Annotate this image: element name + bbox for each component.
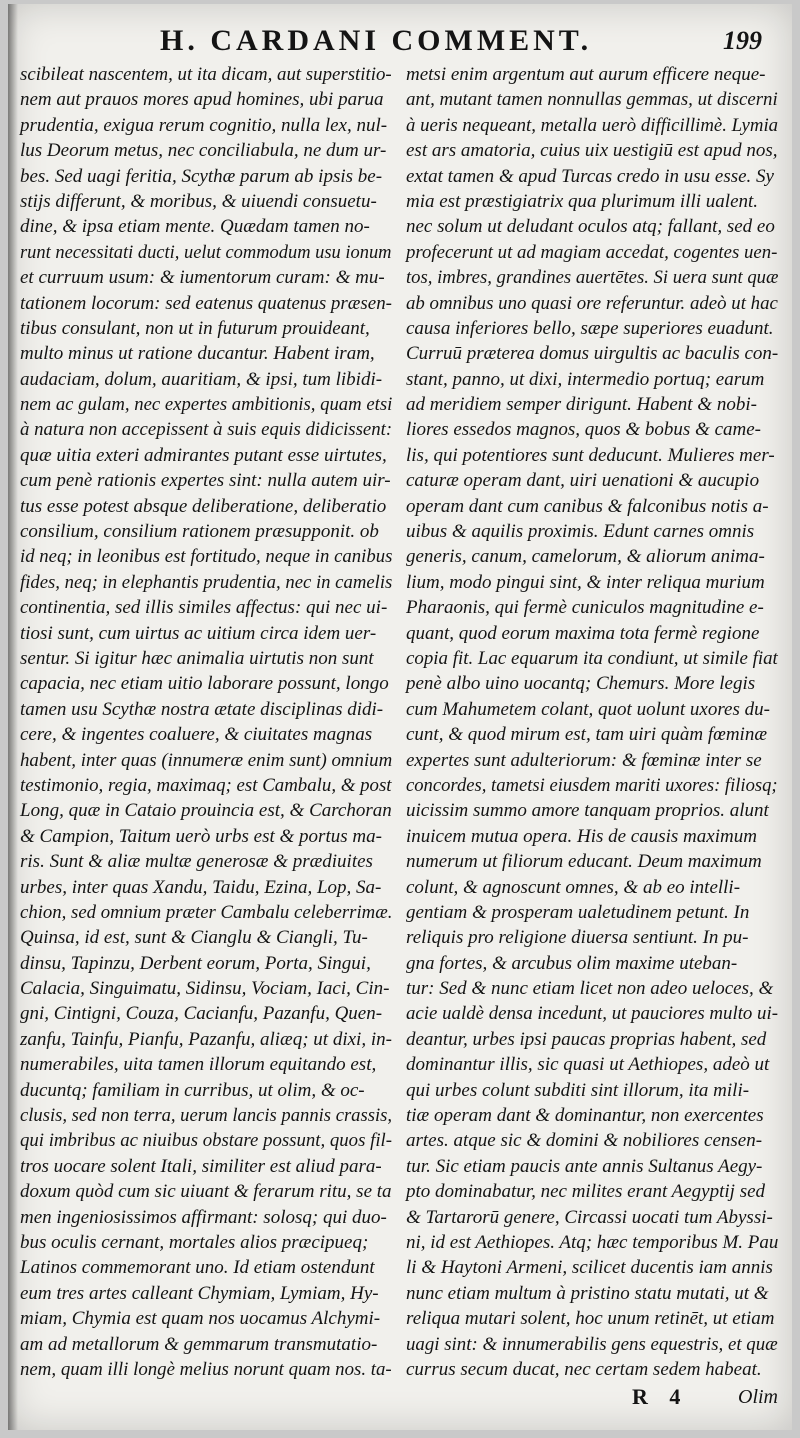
- text-line: et curruum usum: & iumentorum curam: & mu-: [20, 267, 385, 289]
- text-line: capacia, nec etiam uitio laborare possunt, longo: [20, 673, 389, 695]
- text-line: Long, quæ in Cataio prouincia est, & Carchoran: [20, 800, 392, 822]
- text-line: multo minus ut ratione ducantur. Habent iram,: [20, 343, 375, 365]
- text-line: cum penè rationis expertes sint: nulla autem uir-: [20, 470, 391, 492]
- text-line: tur. Sic etiam paucis ante annis Sultanus Aegy-: [406, 1155, 763, 1177]
- text-line: qui imbribus ac niuibus obstare possunt, quos fil-: [20, 1130, 393, 1152]
- text-line: men ingeniosissimos affirmant: solosq; qui duo-: [20, 1206, 387, 1228]
- text-line: metsi enim argentum aut aurum efficere neque-: [406, 64, 766, 85]
- text-line: tiæ operam dant & dominantur, non exercentes: [406, 1105, 764, 1127]
- text-line: sentur. Si igitur hæc animalia uirtutis non sunt: [20, 647, 374, 669]
- text-line: dinsu, Tapinzu, Derbent eorum, Porta, Singui,: [20, 952, 371, 974]
- text-line: extat tamen & apud Turcas credo in usu esse. Sy: [406, 165, 774, 187]
- text-line: concordes, tametsi eiusdem mariti uxores: filiosq;: [406, 774, 778, 796]
- text-line: lis, qui potentiores sunt deducunt. Mulieres mer-: [406, 444, 775, 466]
- text-line: stant, panno, ut dixi, intermedio portuq; earum: [406, 368, 765, 390]
- text-line: consilium, consilium rationem præsupponit. ob: [20, 521, 379, 543]
- text-line: caturæ operam dant, uiri uenationi & aucupio: [406, 470, 760, 492]
- text-line: runt necessitati ducti, uelut commodum usu ionum: [20, 241, 392, 263]
- text-line: Curruū præterea domus uirgultis ac baculis con-: [406, 343, 779, 365]
- text-line: nec solum ut deludant oculos atq; fallant, sed eo: [406, 216, 775, 238]
- text-line: quæ uitia exteri admirantes putant esse uirtutes,: [20, 444, 387, 466]
- text-line: miam, Chymia est quam nos uocamus Alchymi-: [20, 1308, 381, 1330]
- right-text-column: [406, 62, 778, 1382]
- text-line: nunc etiam multum à pristino statu mutati, ut &: [406, 1282, 769, 1304]
- text-line: qui urbes colunt subditi sint illorum, ita mili-: [406, 1079, 750, 1101]
- text-line: reliqua mutari solent, hoc unum retinēt, ut etiam: [406, 1308, 775, 1330]
- text-line: pto dominabatur, nec milites erant Aegyptij sed: [406, 1181, 766, 1203]
- text-line: Pharaonis, qui fermè cuniculos magnitudine e-: [406, 597, 764, 619]
- text-line: scibileat nascentem, ut ita dicam, aut superstitio-: [20, 64, 392, 85]
- page-footer: [8, 1384, 792, 1414]
- text-line: cere, & ingentes coaluere, & ciuitates magnas: [20, 724, 373, 746]
- text-line: Quinsa, id est, sunt & Cianglu & Ciangli, Tu-: [20, 927, 368, 949]
- text-line: id neq; in leonibus est fortitudo, neque in canibus: [20, 546, 393, 568]
- text-line: tationem locorum: sed eatenus quatenus præsen-: [20, 292, 392, 314]
- text-line: ris. Sunt & aliæ multæ generosæ & prædiuites: [20, 851, 373, 873]
- text-line: cunt, & quod mirum est, tam uiri quàm fœminæ: [406, 724, 768, 746]
- text-line: fides, neq; in elephantis prudentia, nec in camelis: [20, 571, 393, 593]
- text-line: ducuntq; familiam in curribus, ut olim, & oc-: [20, 1079, 365, 1101]
- text-line: nem, quam illi longè melius norunt quam nos. ta-: [20, 1358, 392, 1380]
- text-line: operam dant cum canibus & falconibus notis a-: [406, 495, 769, 517]
- text-line: reliquis pro religione diuersa sentiunt. In pu-: [406, 927, 749, 949]
- text-line: uibus & aquilis proximis. Edunt carnes omnis: [406, 521, 755, 543]
- text-line: tus esse potest absque deliberatione, deliberatio: [20, 495, 387, 517]
- text-line: & Campion, Taitum uerò urbs est & portus ma-: [20, 825, 382, 847]
- text-line: gni, Cintigni, Couza, Cacianfu, Pazanfu, Quen-: [20, 1003, 383, 1025]
- text-line: lium, modo pingui sint, & inter reliqua murium: [406, 571, 765, 593]
- text-line: li & Haytoni Armeni, scilicet ducentis iam annis: [406, 1257, 773, 1279]
- text-line: quant, quod eorum maxima tota fermè regione: [406, 622, 760, 644]
- text-line: cum Mahumetem colant, quot uolunt uxores du-: [406, 698, 770, 720]
- text-line: profecerunt ut ad magiam accedat, cogentes uen-: [406, 241, 778, 263]
- text-line: tur: Sed & nunc etiam licet non adeo ueloces, &: [406, 978, 774, 1000]
- text-line: zanfu, Tainfu, Pianfu, Pazanfu, aliæq; ut dixi, in-: [20, 1028, 392, 1050]
- text-line: tibus consulant, non ut in futurum prouideant,: [20, 317, 370, 339]
- page-header: [8, 24, 792, 58]
- text-line: copia fit. Lac equarum ita condiunt, ut simile fiat: [406, 647, 778, 669]
- text-line: doxum quòd cum sic uiuant & ferarum ritu, se ta: [20, 1181, 392, 1203]
- text-line: à ueris nequeant, metalla uerò difficillimè. Lymia: [406, 114, 779, 136]
- text-line: dine, & ipsa etiam mente. Quædam tamen no-: [20, 216, 370, 238]
- text-line: tiosi sunt, cum uirtus ac uitium circa idem uer-: [20, 622, 377, 644]
- text-line: audaciam, dolum, auaritiam, & ipsi, tum libidi-: [20, 368, 383, 390]
- page-number: 199: [723, 26, 762, 55]
- text-line: artes. atque sic & domini & nobiliores censen-: [406, 1130, 763, 1152]
- text-line: chion, sed omnium præter Cambalu celeberrimæ.: [20, 901, 393, 923]
- text-line: prudentia, exigua rerum cognitio, nulla lex, nul-: [20, 114, 388, 136]
- text-line: est ars amatoria, cuius uix uestigiū est apud nos,: [406, 140, 778, 162]
- text-line: am ad metallorum & gemmarum transmutatio-: [20, 1333, 378, 1355]
- text-line: ni, id est Aethiopes. Atq; hæc temporibus M. Pau: [406, 1231, 779, 1253]
- text-line: urbes, inter quas Xandu, Taidu, Ezina, Lop, Sa-: [20, 876, 382, 898]
- text-line: numerum ut filiorum educant. Deum maximum: [406, 851, 762, 873]
- text-line: numerabiles, uita tamen illorum equitando est,: [20, 1054, 377, 1076]
- text-line: bus oculis cernant, mortales alios præcipueq;: [20, 1231, 369, 1253]
- signature-mark: R 4: [632, 1384, 689, 1409]
- text-line: gna fortes, & arcubus olim maxime uteban-: [406, 952, 738, 974]
- text-line: nem ac gulam, nec expertes ambitionis, quam etsi: [20, 394, 393, 416]
- text-line: acie ualdè densa incedunt, ut pauciores multo ui-: [406, 1003, 778, 1025]
- text-line: & Tartarorū genere, Circassi uocati tum Abyssi-: [406, 1206, 773, 1228]
- left-text-column: [20, 62, 392, 1382]
- text-line: testimonio, regia, maximaq; est Cambalu, & post: [20, 774, 392, 796]
- text-line: habent, inter quas (innumeræ enim sunt) omnium: [20, 749, 393, 771]
- running-head: H. CARDANI COMMENT.: [160, 24, 593, 57]
- text-line: eum tres artes calleant Chymiam, Lymiam, Hy-: [20, 1282, 379, 1304]
- text-line: ab omnibus uno quasi ore referuntur. adeò ut hac: [406, 292, 778, 314]
- text-line: generis, canum, camelorum, & aliorum anima-: [406, 546, 765, 568]
- text-line: deantur, urbes ipsi paucas proprias habent, sed: [406, 1028, 767, 1050]
- text-line: expertes sunt adulteriorum: & fœminæ inter se: [406, 749, 762, 771]
- text-line: ad meridiem semper dirigunt. Habent & nobi-: [406, 394, 757, 416]
- text-line: uagi sint: & innumerabilis gens equestris, et quæ: [406, 1333, 778, 1355]
- text-line: Calacia, Singuimatu, Sidinsu, Vociam, Iaci, Cin-: [20, 978, 390, 1000]
- text-line: bes. Sed uagi feritia, Scythæ parum ab ipsis be-: [20, 165, 383, 187]
- text-line: inuicem mutua opera. His de causis maximum: [406, 825, 757, 847]
- text-line: nem aut prauos mores apud homines, ubi parua: [20, 89, 384, 111]
- catchword: Olim: [738, 1386, 778, 1408]
- text-line: ant, mutant tamen nonnullas gemmas, ut discerni: [406, 89, 778, 111]
- book-page: [8, 4, 792, 1430]
- text-line: lus Deorum metus, nec conciliabula, ne dum ur-: [20, 140, 387, 162]
- text-line: à natura non accepissent à suis equis didicissent:: [20, 419, 393, 441]
- text-line: currus secum ducat, nec certam sedem habeat.: [406, 1358, 762, 1380]
- text-line: tamen usu Scythæ nostra ætate disciplinas didi-: [20, 698, 384, 720]
- text-line: tos, imbres, grandines auertētes. Si uera sunt quæ: [406, 267, 779, 289]
- text-line: stijs differunt, & moribus, & uiuendi consuetu-: [20, 190, 377, 212]
- text-line: Latinos commemorant uno. Id etiam ostendunt: [20, 1257, 375, 1279]
- text-line: dominantur illis, sic quasi ut Aethiopes, adeò ut: [406, 1054, 770, 1076]
- text-line: tros uocare solent Itali, similiter est aliud para-: [20, 1155, 382, 1177]
- text-line: liores essedos magnos, quos & bobus & came-: [406, 419, 761, 441]
- text-line: continentia, sed illis similes affectus: qui nec ui-: [20, 597, 388, 619]
- text-line: penè albo uino uocantq; Chemurs. More legis: [406, 673, 756, 695]
- text-line: clusis, sed non terra, uerum lancis pannis crassis,: [20, 1105, 393, 1127]
- text-line: colunt, & agnoscunt omnes, & ab eo intelli-: [406, 876, 741, 898]
- text-line: causa inferiores bello, sæpe superiores euadunt.: [406, 317, 774, 339]
- text-line: uicissim summo amore tanquam proprios. alunt: [406, 800, 769, 822]
- text-line: mia est præstigiatrix qua plurimum illi ualent.: [406, 190, 759, 212]
- text-line: gentiam & prosperam ualetudinem petunt. In: [406, 901, 750, 923]
